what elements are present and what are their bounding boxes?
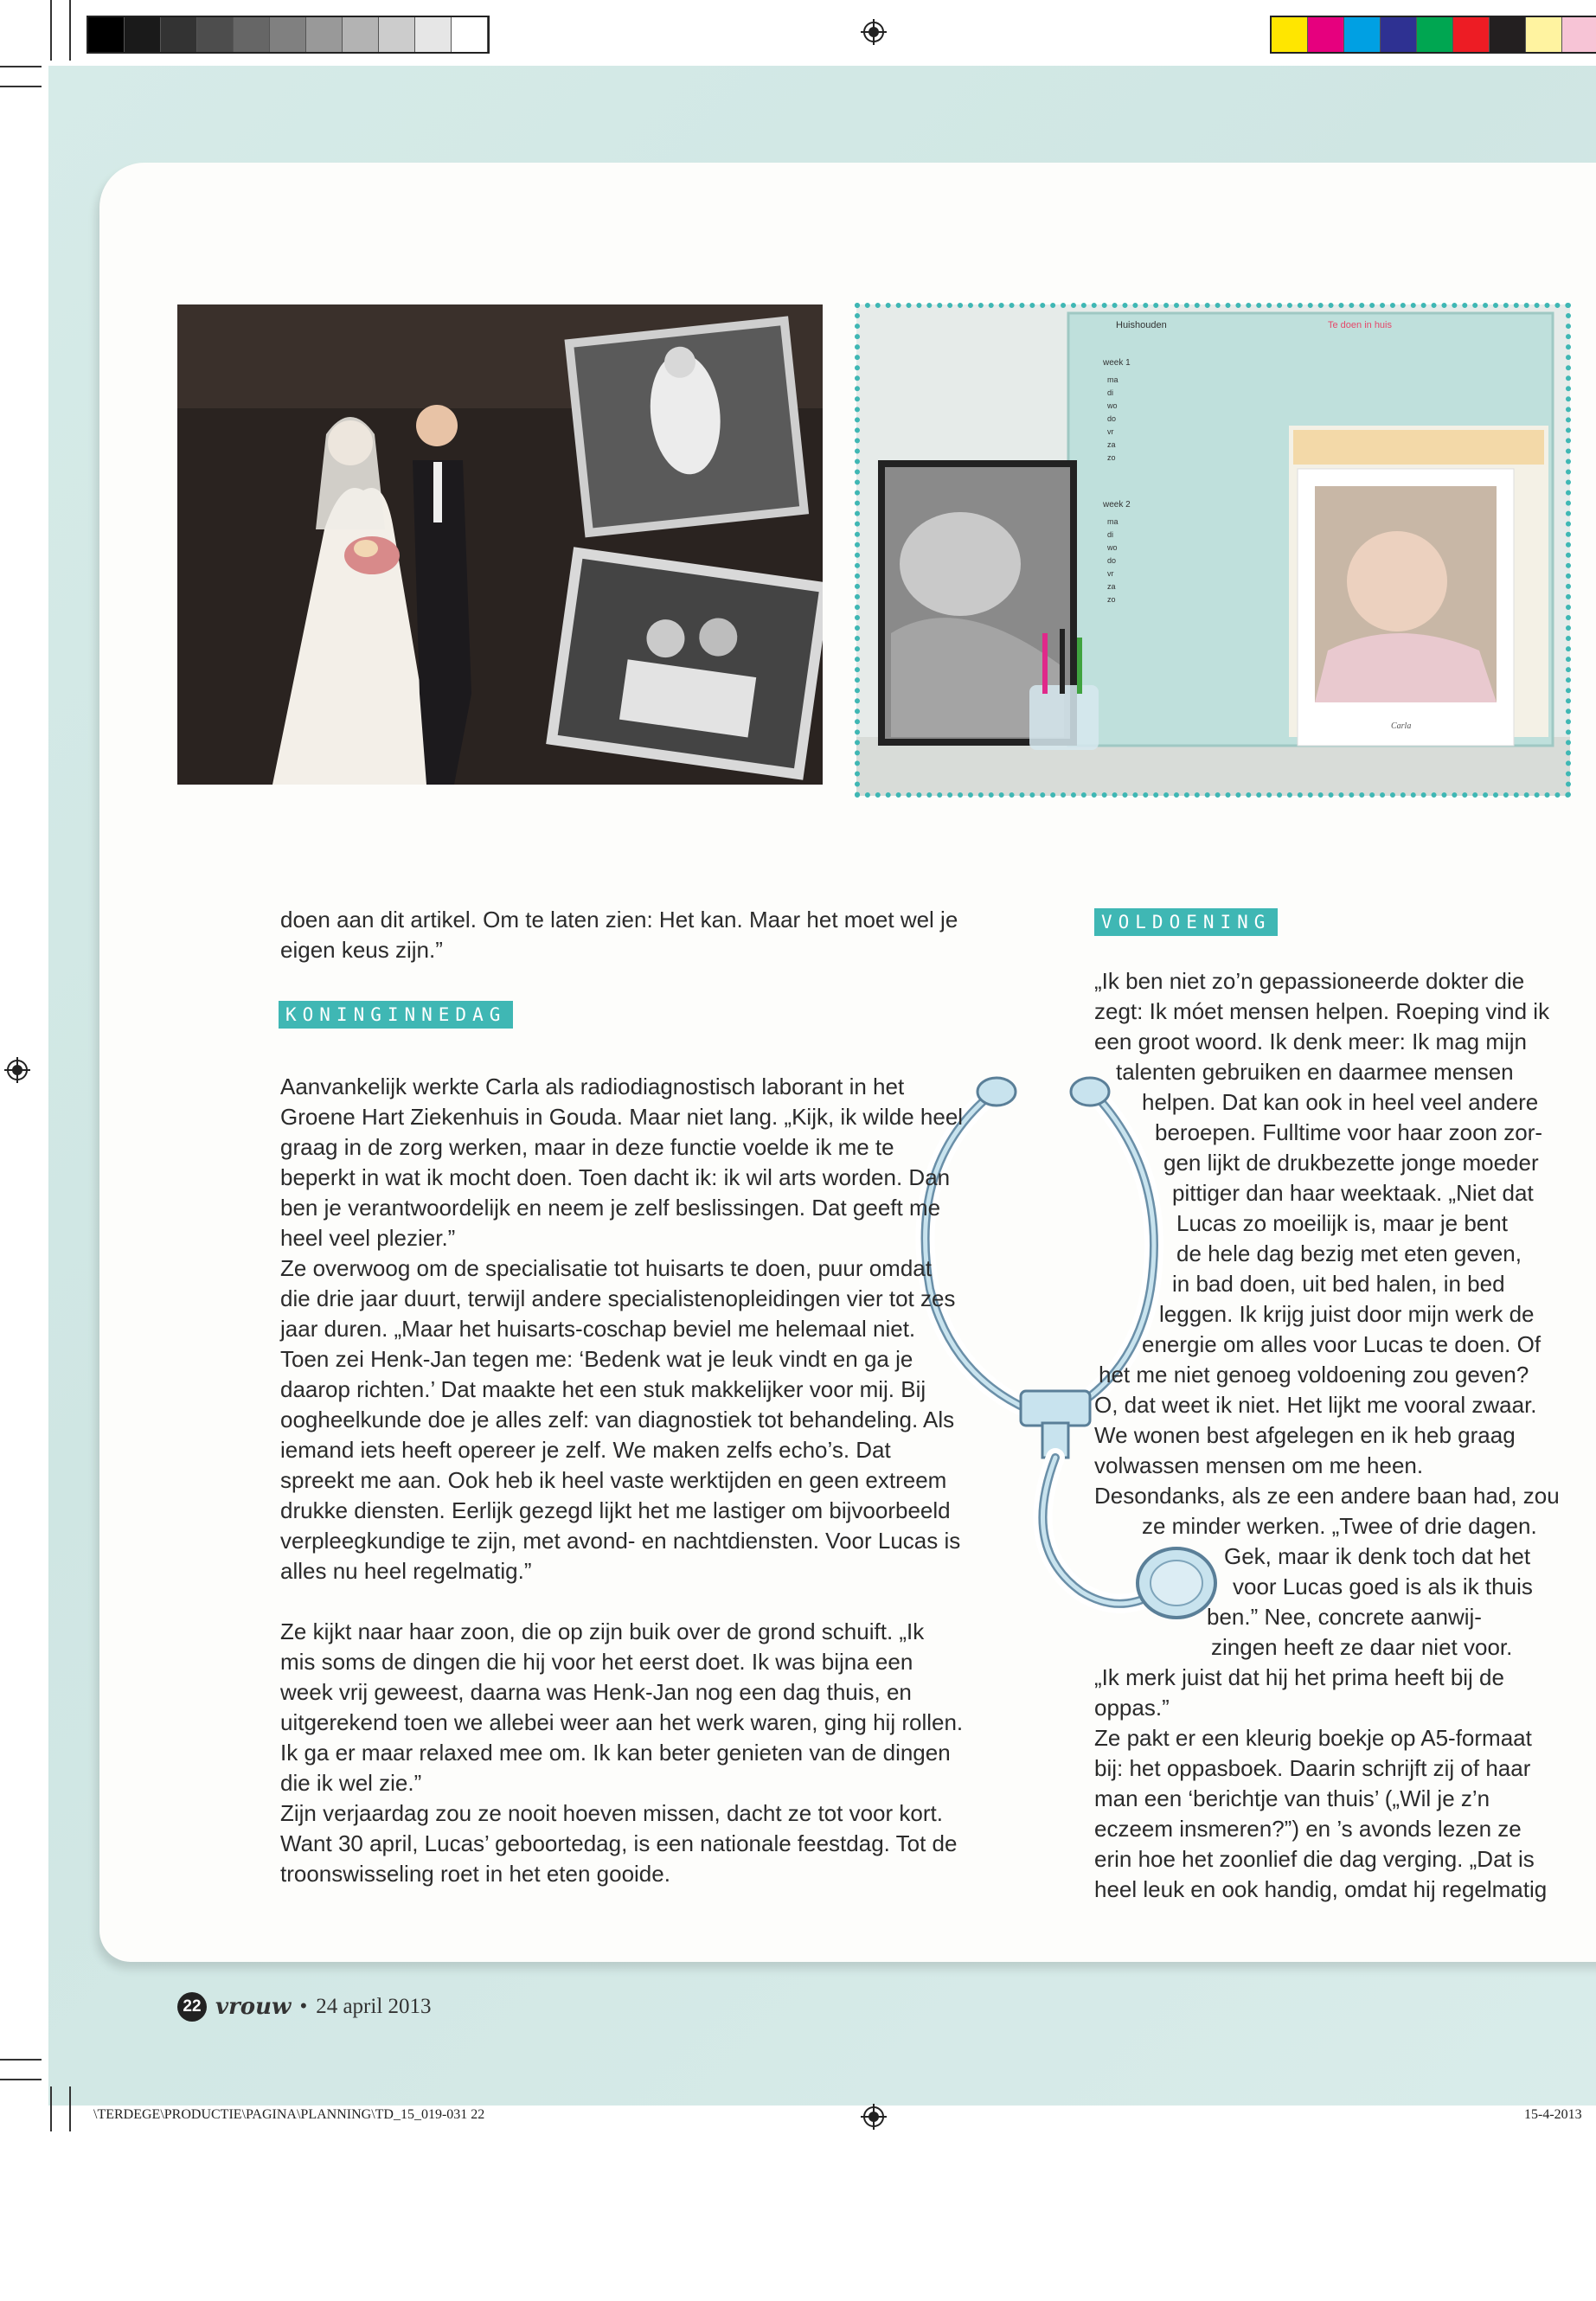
text-line: „Ik merk juist dat hij het prima heeft bij de — [1094, 1664, 1504, 1690]
text-line: Desondanks, als ze een andere baan had, zou — [1094, 1483, 1560, 1509]
section-label: KONINGINNEDAG — [279, 1001, 513, 1029]
grayscale-swatch — [452, 17, 488, 52]
text-line: helpen. Dat kan ook in heel veel andere — [1142, 1089, 1539, 1115]
intro-paragraph: doen aan dit artikel. Om te laten zien: Het kan. Maar het moet wel je eigen keus zijn.” — [280, 907, 958, 963]
text-line: een groot woord. Ik denk meer: Ik mag mijn — [1094, 1029, 1528, 1054]
article-column-right — [1094, 966, 1579, 1905]
whiteboard-day: vr — [1107, 569, 1114, 578]
whiteboard-note: Te doen in huis — [1328, 320, 1392, 330]
text-line: erin hoe het zoonlief die dag verging. „Dat is — [1094, 1846, 1535, 1872]
text-line: in bad doen, uit bed halen, in bed — [1172, 1271, 1505, 1297]
whiteboard-day: do — [1107, 414, 1117, 423]
slug-date: 15-4-2013 — [1524, 2107, 1582, 2122]
text-line: zegt: Ik móet mensen helpen. Roeping vind ik — [1094, 998, 1550, 1024]
registration-mark-icon — [861, 19, 887, 45]
process-color-swatch — [1344, 17, 1381, 52]
grayscale-swatch — [88, 17, 125, 52]
text-line: heel leuk en ook handig, omdat hij regelmatig — [1094, 1876, 1548, 1902]
text-line: pittiger dan haar weektaak. „Niet dat — [1172, 1180, 1534, 1206]
process-color-swatch — [1308, 17, 1344, 52]
magazine-brand: vrouw — [215, 1994, 292, 2020]
text-line: Ze pakt er een kleurig boekje op A5-formaat — [1094, 1725, 1532, 1751]
text-line: leggen. Ik krijg juist door mijn werk de — [1159, 1301, 1535, 1327]
process-color-swatch — [1526, 17, 1562, 52]
photo-caption: Carla — [1391, 721, 1412, 731]
decorative-border — [855, 303, 1571, 798]
grayscale-control-strip — [87, 16, 490, 54]
text-line: volwassen mensen om me heen. — [1094, 1452, 1424, 1478]
registration-mark-icon — [4, 1057, 30, 1083]
crop-mark — [50, 2086, 52, 2131]
section-heading-koninginnedag — [279, 1001, 513, 1029]
process-color-swatch — [1490, 17, 1526, 52]
whiteboard-day: ma — [1107, 517, 1118, 526]
footer-separator: • — [299, 1995, 308, 2018]
registration-mark-icon — [861, 2104, 887, 2130]
wedding-photo — [177, 304, 823, 785]
text-line: ben.” Nee, concrete aanwij- — [1207, 1604, 1482, 1630]
text-line: gen lijkt de drukbezette jonge moeder — [1163, 1150, 1539, 1176]
text-line: voor Lucas goed is als ik thuis — [1233, 1574, 1533, 1599]
text-line: energie om alles voor Lucas te doen. Of — [1142, 1331, 1542, 1357]
whiteboard-day: zo — [1107, 595, 1116, 604]
whiteboard-title: Huishouden — [1116, 320, 1167, 330]
text-line: talenten gebruiken en daarmee mensen — [1116, 1059, 1514, 1085]
paragraph: Zijn verjaardag zou ze nooit hoeven missen, dacht ze tot voor kort. Want 30 april, Lucas’ geboortedag, is een nationale feestdag. Tot de troonswisseling roet in het eten gooide. — [280, 1800, 958, 1887]
grayscale-swatch — [161, 17, 197, 52]
grayscale-swatch — [125, 17, 161, 52]
text-line: man een ‘berichtje van thuis’ („Wil je z’n — [1094, 1785, 1490, 1811]
text-line: beroepen. Fulltime voor haar zoon zor- — [1155, 1119, 1543, 1145]
crop-mark — [0, 2079, 42, 2080]
whiteboard-day: zo — [1107, 453, 1116, 462]
process-color-swatch — [1272, 17, 1308, 52]
grayscale-swatch — [415, 17, 452, 52]
crop-mark — [0, 86, 42, 87]
text-line: We wonen best afgelegen en ik heb graag — [1094, 1422, 1516, 1448]
whiteboard-day: di — [1107, 530, 1114, 539]
whiteboard-day: za — [1107, 582, 1116, 591]
page-footer — [177, 1992, 432, 2022]
whiteboard-day: do — [1107, 556, 1117, 565]
section-heading-voldoening — [1094, 908, 1278, 936]
crop-mark — [50, 0, 52, 61]
text-line: het me niet genoeg voldoening zou geven? — [1099, 1362, 1529, 1388]
text-line: „Ik ben niet zo’n gepassioneerde dokter die — [1094, 968, 1525, 994]
text-line: Lucas zo moeilijk is, maar je bent — [1176, 1210, 1508, 1236]
process-color-swatch — [1453, 17, 1490, 52]
grayscale-swatch — [234, 17, 270, 52]
text-line: Gek, maar ik denk toch dat het — [1224, 1543, 1531, 1569]
whiteboard-day: wo — [1107, 543, 1118, 552]
slug-file-path: \TERDEGE\PRODUCTIE\PAGINA\PLANNING\TD_15_019-031 22 — [93, 2107, 485, 2122]
page-number: 22 — [177, 1992, 207, 2022]
section-label: VOLDOENING — [1094, 908, 1278, 936]
process-color-swatch — [1417, 17, 1453, 52]
grayscale-swatch — [379, 17, 415, 52]
process-color-swatch — [1381, 17, 1417, 52]
text-line: oppas.” — [1094, 1695, 1170, 1721]
grayscale-swatch — [306, 17, 343, 52]
crop-mark — [69, 0, 71, 61]
whiteboard-day: di — [1107, 388, 1114, 397]
whiteboard-day: za — [1107, 440, 1116, 449]
process-color-strip — [1270, 16, 1596, 54]
text-line: de hele dag bezig met eten geven, — [1176, 1240, 1522, 1266]
article-column-left — [280, 905, 964, 1889]
whiteboard-day: vr — [1107, 427, 1114, 436]
whiteboard-day: ma — [1107, 375, 1118, 384]
process-color-swatch — [1562, 17, 1596, 52]
grayscale-swatch — [197, 17, 234, 52]
text-line: ze minder werken. „Twee of drie dagen. — [1142, 1513, 1537, 1539]
issue-date: 24 april 2013 — [316, 1995, 432, 2018]
crop-mark — [0, 2059, 42, 2061]
whiteboard-day: wo — [1107, 401, 1118, 410]
text-line: eczeem insmeren?”) en ’s avonds lezen ze — [1094, 1816, 1522, 1842]
whiteboard-week1: week 1 — [1103, 358, 1131, 368]
grayscale-swatch — [270, 17, 306, 52]
crop-mark — [0, 66, 42, 67]
crop-mark — [69, 2086, 71, 2131]
paragraph: Aanvankelijk werkte Carla als radiodiagnostisch laborant in het Groene Hart Ziekenhuis in Gouda. Maar niet lang. „Kijk, ik wilde heel graag in de zorg werken, maar in deze functie voelde ik me te beperkt in wat ik mocht doen. Toen dacht ik: ik wil arts worden. Dan ben je verantwoordelijk en neem je zelf beslissingen. Dat geeft me heel veel plezier.” — [280, 1074, 964, 1251]
text-line: zingen heeft ze daar niet voor. — [1211, 1634, 1513, 1660]
whiteboard-week2: week 2 — [1103, 500, 1131, 510]
grayscale-swatch — [343, 17, 379, 52]
paragraph: Ze kijkt naar haar zoon, die op zijn buik over de grond schuift. „Ik mis soms de dingen die hij voor het eerst doet. Ik was bijna een week vrij geweest, daarna was Henk-Jan nog een dag thuis, en uitgerekend toen we allebei weer aan het werk waren, ging hij rollen. Ik ga er maar relaxed mee om. Ik kan beter genieten van de dingen die ik wel zie.” — [280, 1618, 964, 1796]
text-line: bij: het oppasboek. Daarin schrijft zij of haar — [1094, 1755, 1531, 1781]
text-line: O, dat weet ik niet. Het lijkt me vooral zwaar. — [1094, 1392, 1537, 1418]
paragraph: Ze overwoog om de specialisatie tot huisarts te doen, puur omdat die drie jaar duurt, terwijl andere specialistenopleidingen vier tot zes jaar duren. „Maar het huisarts-coschap beviel me helemaal niet. Toen zei Henk-Jan tegen me: ‘Bedenk wat je leuk vindt en ga je daarop richten.’ Dat maakte het een stuk makkelijker voor mij. Bij oogheelkunde doe je alles zelf: van diagnostiek tot behandeling. Als iemand iets heeft opereer je zelf. We maken zelfs echo’s. Dat spreekt me aan. Ook heb ik heel vaste werktijden en geen extreem drukke diensten. Eerlijk gezegd lijkt het me lastiger om bijvoorbeeld verpleegkundige te zijn, met avond- en nachtdiensten. Voor Lucas is alles nu heel regelmatig.” — [280, 1255, 961, 1584]
